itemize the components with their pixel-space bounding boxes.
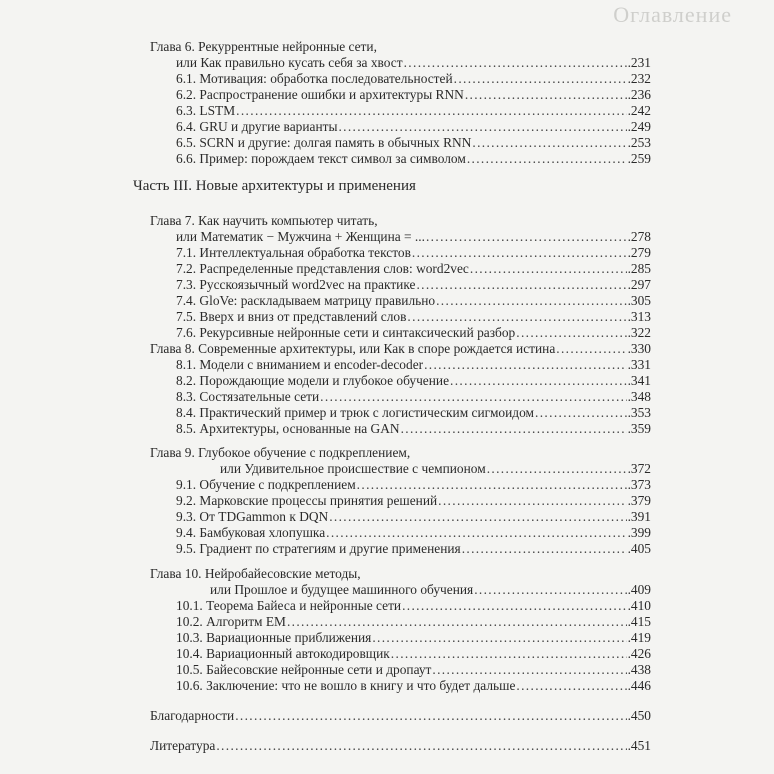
toc-entry-6-4: 6.4. GRU и другие варианты . . . .249	[176, 118, 651, 136]
toc-entry-7-3: 7.3. Русскоязычный word2vec на практике . . . .297	[176, 276, 651, 294]
ch9-title-line1: Глава 9. Глубокое обучение с подкреплением,	[150, 445, 411, 460]
ch7-title-line1: Глава 7. Как научить компьютер читать,	[150, 213, 378, 228]
toc-entry-6-5: 6.5. SCRN и другие: долгая память в обычных RNN . . . .253	[176, 134, 651, 152]
ghost-header: Оглавление	[613, 2, 732, 27]
toc-entry-6-6: 6.6. Пример: порождаем текст символ за символом . . . .259	[176, 150, 651, 168]
toc-entry-8-5: 8.5. Архитектуры, основанные на GAN . . . .359	[176, 420, 651, 438]
toc-entry-10-4: 10.4. Вариационный автокодировщик . . . .426	[176, 645, 651, 663]
ch6-title-line2: или Как правильно кусать себя за хвост . . . .231	[176, 54, 651, 72]
toc-entry-9-4: 9.4. Бамбуковая хлопушка . . . .399	[176, 524, 651, 542]
toc-entry-7-4: 7.4. GloVe: раскладываем матрицу правильно . . . .305	[176, 292, 651, 310]
ch6-title-line1: Глава 6. Рекуррентные нейронные сети,	[150, 39, 377, 54]
toc-entry-9-3: 9.3. От TDGammon к DQN . . . .391	[176, 508, 651, 526]
toc-entry-10-3: 10.3. Вариационные приближения . . . .419	[176, 629, 651, 647]
ch7-title-line2: или Математик − Мужчина + Женщина = ... . . . .278	[176, 228, 651, 246]
part-3-title: Часть III. Новые архитектуры и применения	[133, 178, 416, 194]
toc-entry-10-5: 10.5. Байесовские нейронные сети и дропаут . . . .438	[176, 661, 651, 679]
toc-entry-9-5: 9.5. Градиент по стратегиям и другие применения . . . .405	[176, 540, 651, 558]
toc-entry-8-3: 8.3. Состязательные сети . . . .348	[176, 388, 651, 406]
toc-entry-7-2: 7.2. Распределенные представления слов: word2vec . . . .285	[176, 260, 651, 278]
toc-entry-7-1: 7.1. Интеллектуальная обработка текстов . . . .279	[176, 244, 651, 262]
ch10-title-line1: Глава 10. Нейробайесовские методы,	[150, 566, 361, 581]
toc-entry-6-3: 6.3. LSTM . . . .242	[176, 102, 651, 120]
toc-entry-6-2: 6.2. Распространение ошибки и архитектуры RNN . . . .236	[176, 86, 651, 104]
toc-entry-thanks: Благодарности . . . .450	[150, 707, 651, 725]
ch9-title-line2: или Удивительное происшествие с чемпионом . . . .372	[220, 460, 651, 478]
toc-entry-9-2: 9.2. Марковские процессы принятия решений . . . .379	[176, 492, 651, 510]
toc-entry-10-2: 10.2. Алгоритм EM . . . .415	[176, 613, 651, 631]
toc-entry-8-4: 8.4. Практический пример и трюк с логистическим сигмоидом . . . .353	[176, 404, 651, 422]
ch10-title-line2: или Прошлое и будущее машинного обучения . . . .409	[210, 581, 651, 599]
toc-entry-9-1: 9.1. Обучение с подкреплением . . . .373	[176, 476, 651, 494]
toc-entry-8-1: 8.1. Модели с вниманием и encoder-decoder . . . .331	[176, 356, 651, 374]
toc-entry-7-5: 7.5. Вверх и вниз от представлений слов . . . .313	[176, 308, 651, 326]
toc-entry-10-1: 10.1. Теорема Байеса и нейронные сети . . . .410	[176, 597, 651, 615]
toc-entry-10-6: 10.6. Заключение: что не вошло в книгу и что будет дальше . . . .446	[176, 677, 651, 695]
toc-entry-literature: Литература . . . .451	[150, 737, 651, 755]
ch8-title: Глава 8. Современные архитектуры, или Как в споре рождается истина . . . .330	[150, 340, 651, 358]
toc-entry-6-1: 6.1. Мотивация: обработка последовательностей . . . .232	[176, 70, 651, 88]
toc-entry-7-6: 7.6. Рекурсивные нейронные сети и синтаксический разбор . . . .322	[176, 324, 651, 342]
toc-entry-8-2: 8.2. Порождающие модели и глубокое обучение . . . .341	[176, 372, 651, 390]
